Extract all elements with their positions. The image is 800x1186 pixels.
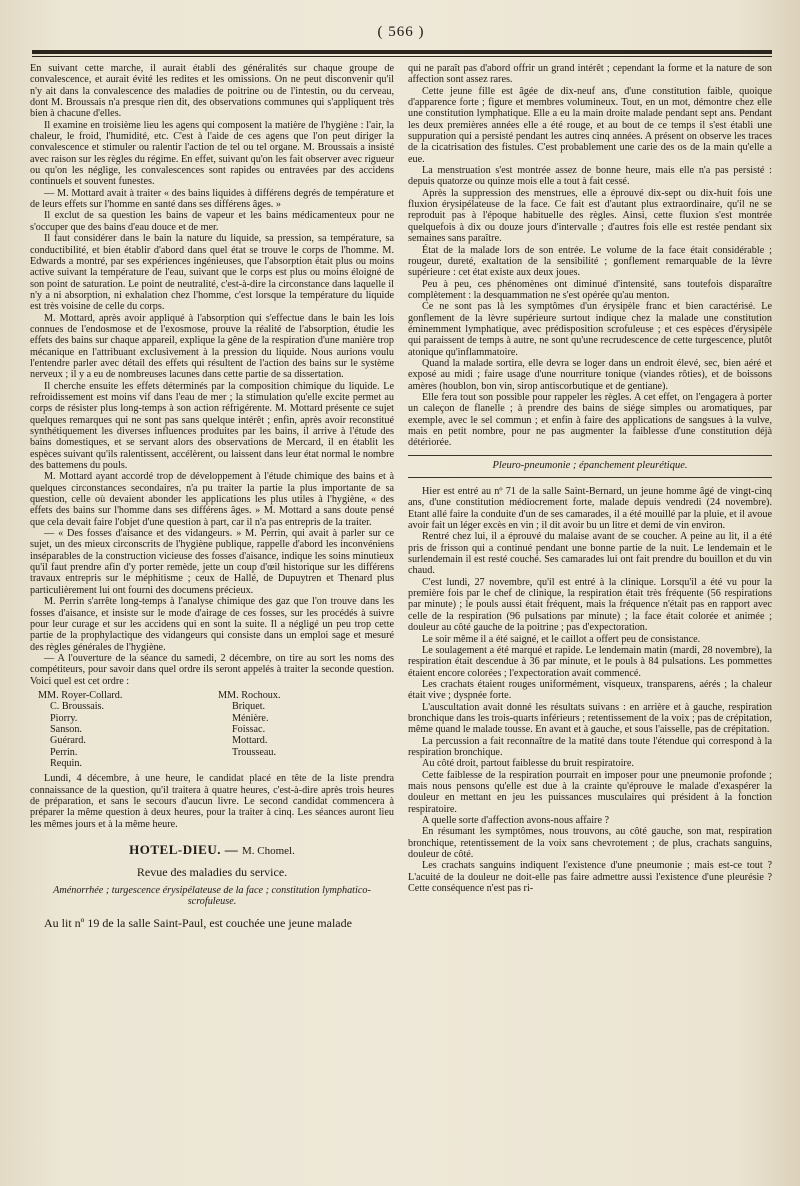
header-rule-thin [32,56,772,57]
competitor-name: Foissac. [232,723,266,735]
paragraph: État de la malade lors de son entrée. Le volume de la face était considérable ; rougeur, dureté, exaltation de la sensibilité ; gonflement remarquable de la lèvre supérieure : cet état existe aux deux joues. [408,244,772,279]
competitors-right [218,690,388,769]
paragraph: Il cherche ensuite les effets déterminés par la composition chimique du liquide. Le refroidissement est moins vif dans l'eau de mer ; la stimulation qu'elle excite permet au corps de résister plus long-temps à son action réfrigérente. M. Mottard présente ce sujet quelques remarques qui ne sont pas sans quelque intérêt ; enfin, après avoir reconstitué synthétiquement les diverses influences produites par les bains, il arrive à l'étude des bains domestiques, et se servant alors des observations de Mercard, il en établit les espèces suivant qu'ils ralentissent, accélèrent, ou laissent dans leur état normal le nombre des battemens du pouls. [30,380,394,472]
paragraph: En résumant les symptômes, nous trouvons, au côté gauche, son mat, respiration bronchique, retentissement de la voix sans chevrotement ; de plus, crachats sanguins, douleur de côté. [408,826,772,861]
paragraph: Cette jeune fille est âgée de dix-neuf ans, d'une constitution faible, quoique d'apparence forte ; figure et membres volumineux. Tout, en un mot, démontre chez elle une constitution lymphatique. Elle a eu la main droite malade pendant sept ans. Pendant les deux premières années elle a été rouge, et au bout de ce temps il s'est établi une suppuration qui a persisté pendant les autres cinq années. A présent on observe les traces de la cicatrisation des fistules. C'est probablement une carie des os de la main qu'elle a eue. [408,85,772,165]
competitor-name: Requin. [50,757,82,769]
section-heading-title: HOTEL-DIEU. — [129,842,242,858]
divider [408,455,772,456]
columns [30,63,772,930]
left-column [30,63,394,930]
competitor-name: MM. Rochoux. [218,689,281,701]
paragraph: Peu à peu, ces phénomènes ont diminué d'intensité, sans toutefois disparaître complètement : la desquammation ne s'est opérée qu'au menton. [408,278,772,301]
paragraph: Au côté droit, partout faiblesse du bruit respiratoire. [422,758,634,770]
paragraph: Les crachats sanguins indiquent l'existence d'une pneumonie ; mais est-ce tout ? L'acuité de la douleur ne doit-elle pas faire admettre aussi l'existence d'une pleurésie ? Cette conséquence n'est pas ri- [408,860,772,895]
competitor-name: Briquet. [232,701,266,713]
paragraph: — « Des fosses d'aisance et des vidangeurs. » M. Perrin, qui avait à parler sur ce sujet, un des mieux circonscrits de l'hygiène publique, rappelle d'abord les inconvéniens inséparables de la construction vicieuse des fosses d'aisance, indique les soins minutieux qu'il faut prendre afin d'y porter remède, jette un coup d'œil historique sur les différens travaux entrepris sur le méphitisme ; ceux de Hallé, de Dupuytren et Thenard plus particulièrement lui ont fourni des documens précieux. [30,528,394,596]
paragraph: A quelle sorte d'affection avons-nous affaire ? [422,815,610,826]
paragraph: Quand la malade sortira, elle devra se loger dans un endroit élevé, sec, bien aéré et exposé au midi ; faire usage d'une nourriture tonique (viandes rôties), et de boissons amères (houblon, bon vin, sirop antiscorbutique et de gentiane). [408,357,772,392]
paragraph: Elle fera tout son possible pour rappeler les règles. A cet effet, on l'engagera à porter un caleçon de flanelle ; à prendre des bains de siége simples ou aromatiques, par exemple, avec le sel commun ; et enfin à faire des applications de sangsues à la vulve, mais en petit nombre, pour ne pas augmenter la faiblesse d'une constitution déjà détériorée. [408,391,772,449]
paragraph: Les crachats étaient rouges uniformément, visqueux, transparens, aérés ; la chaleur était vive ; dyspnée forte. [408,678,772,702]
paragraph: M. Mottard ayant accordé trop de développement à l'étude chimique des bains et à quelques circonstances secondaires, n'a pu traiter la partie la plus importante de sa question, celle où devaient abonder les applications les plus utiles à l'hygiène, « des effets des bains sur l'homme dans ses différens âges. » M. Mottard a sans doute pensé que cela devait faire l'objet d'une question à part, car il n'a pas entrepris de la traiter. [30,471,394,528]
paragraph: Ce ne sont pas là les symptômes d'un érysipèle franc et bien caractérisé. Le gonflement de la lèvre supérieure surtout indique chez la malade une constitution éminemment lymphatique, avec prédisposition scrofuleuse ; et ces espèces d'érysipèle qui paraissent de temps à autre, ne sont qu'une recrudescence de cette turgescence, plutôt atonique qu'inflammatoire. [408,301,772,358]
paragraph: Le soir même il a été saigné, et le caillot a offert peu de consistance. [422,633,701,645]
paragraph: C'est lundi, 27 novembre, qu'il est entré à la clinique. Lorsqu'il a été vu pour la première fois par le chef de clinique, la respiration était très fréquente (56 respirations par minute) ; le pouls aussi était fréquent, mais la fréquence n'était pas en rapport avec celle de la respiration (96 pulsations par minute) ; la face était colorée et animée ; douleur au côté gauche de la poitrine ; pas d'expectoration. [408,576,772,634]
paragraph: Hier est entré au nº 71 de la salle Saint-Bernard, un jeune homme âgé de vingt-cinq ans, d'une constitution médiocrement forte, malade depuis vendredi (24 novembre). Etant allé faire la conduite d'un de ses camarades, il a été mouillé par la pluie, et il avoue avoir fait un léger excès en vin ; il dit avoir bu un litre et demi de vin environ. [408,486,772,532]
paragraph: Il exclut de sa question les bains de vapeur et les bains médicamenteux pour ne s'occuper que des bains d'eau douce et de mer. [30,210,394,233]
right-column [408,63,772,930]
paragraph: La menstruation s'est montrée assez de bonne heure, mais elle n'a pas persisté : depuis quatorze ou quinze mois elle a tout à fait cessé. [408,165,772,188]
section-heading [30,842,394,859]
paragraph: Cette faiblesse de la respiration pourrait en imposer pour une pneumonie profonde ; mais nous pensons qu'elle est due à la crainte qu'éprouve le malade d'exaspérer la douleur en mettant en jeu les puissances musculaires qui président à la fonction respiratoire. [408,769,772,815]
paragraph: L'auscultation avait donné les résultats suivans : en arrière et à gauche, respiration bronchique dans les trois-quarts inférieurs ; retentissement de la voix ; pas de crépitation, même quand le malade tousse. En avant et à gauche, et sous l'aisselle, pas de crépitation. [408,701,772,736]
competitor-name: Piorry. [50,712,78,724]
paragraph: Après la suppression des menstrues, elle a éprouvé dix-sept ou dix-huit fois une fluxion érysipélateuse de la face. Ce fait est d'autant plus extraordinaire, qu'il ne se reproduit pas à l'époque habituelle des règles. Ainsi, cette fluxion s'est montrée quelquefois à dix ou douze jours d'intervalle ; d'autres fois elle est restée pendant six semaines sans paraître. [408,187,772,245]
paragraph: Au lit nº 19 de la salle Saint-Paul, est couchée une jeune malade [44,915,352,930]
paragraph: En suivant cette marche, il aurait établi des généralités sur chaque groupe de convalescence, et aurait évité les redites et les omissions. On ne peut disconvenir qu'il n'y ait dans la convalescence des maladies de poitrine ou de l'intestin, ou du cerveau, dont M. Broussais n'a presque rien dit, des observations communes qui s'appliquent très bien à chacune d'elles. [30,63,394,120]
competitor-name: Trousseau. [232,746,277,758]
competitor-name: C. Broussais. [50,701,105,713]
competitor-name: Perrin. [50,746,78,758]
competitors-list [30,690,394,769]
paragraph: Il faut considérer dans le bain la nature du liquide, sa pression, sa température, sa conductibilité, et bien établir d'abord dans quel état se trouve le corps de l'homme. M. Edwards a montré, par ses expériences ingénieuses, que l'absorption était plus ou moins active suivant la température de l'eau, suivant que le corps est plus ou moins éloigné de son point de saturation. Le point de neutralité, c'est-à-dire la circonstance dans laquelle il n'y a ni absorption, ni exhalation chez l'homme, c'est lorsque la température du liquide est très voisine de celle du corps. [30,233,394,313]
competitor-name: Guérard. [50,735,86,747]
paragraph: M. Mottard, après avoir appliqué à l'absorption qui s'effectue dans le bain les lois connues de l'endosmose et de l'exosmose, prouve la réalité de l'absorption, étudie les effets des bains sur chaque appareil, explique la gêne de la respiration d'une manière trop mécanique en l'attribuant exclusivement à la pression du liquide. Nous aurions voulu l'entendre parler avec détail des effets qui résultent de l'action des bains sur le système nerveux ; il y a eu de nombreuses lacunes dans cette partie de sa dissertation. [30,312,394,381]
divider [408,477,772,478]
paragraph: qui ne paraît pas d'abord offrir un grand intérêt ; cependant la forme et la nature de son affection sont assez rares. [408,63,772,86]
competitors-left [30,690,218,769]
case-subtitle: Pleuro-pneumonie ; épanchement pleurétique. [492,459,688,471]
competitor-name: Mottard. [232,735,268,747]
section-heading-chief: M. Chomel. [241,845,295,858]
competitor-name: Sanson. [50,723,82,735]
paragraph: — A l'ouverture de la séance du samedi, 2 décembre, on tire au sort les noms des compétiteurs, pour savoir dans quel ordre ils seront appelés à traiter la seconde question. Voici quel est cet ordre : [30,652,394,687]
paragraph: Le soulagement a été marqué et rapide. Le lendemain matin (mardi, 28 novembre), la respiration était descendue à 36 par minute, et le pouls à 84 pulsations. Les pommettes étaient encore colorées ; l'expectoration avait commencé. [408,644,772,679]
section-subtitle: Revue des maladies du service. [136,865,288,880]
paragraph: Lundi, 4 décembre, à une heure, le candidat placé en tête de la liste prendra connaissance de la question, qu'il traitera à quatre heures, c'est-à-dire après trois heures de préparation, et sans le secours d'aucun livre. Le second candidat commencera à préparer la même question à deux heures, pour la traiter à cinq. Les séances auront lieu les mêmes jours et à la même heure. [30,773,394,830]
header-rule-thick [32,50,772,54]
page-number: ( 566 ) [377,24,425,40]
paragraph: Rentré chez lui, il a éprouvé du malaise avant de se coucher. A peine au lit, il a été pris de frisson qui a continué pendant une bonne partie de la nuit. Le lendemain et le surlendemain il est resté couché. Ses camarades lui ont fait prendre du bouillon et du vin chaud. [408,531,772,577]
case-title: Aménorrhée ; turgescence érysipélateuse de la face ; constitution lymphatico-scrofuleuse. [53,885,371,908]
paragraph: M. Perrin s'arrête long-temps à l'analyse chimique des gaz que l'on trouve dans les fosses d'aisance, et insiste sur le mode d'airage de ces fosses, sur les procédés à suivre pour leur curage et sur les accidens qui en sont la suite. Il a négligé un peu trop cette partie de la prophylactique des vidangeurs qui consiste dans un emploi sage et mesuré des règles générales de l'hygiène. [30,596,394,653]
competitor-name: Ménière. [232,712,269,724]
paragraph: — M. Mottard avait à traiter « des bains liquides à différens degrés de température et de leurs effets sur l'homme en santé dans ses différens âges. » [30,187,394,211]
paragraph: La percussion a fait reconnaître de la matité dans toute l'étendue qui correspond à la respiration bronchique. [408,735,772,758]
competitor-name: MM. Royer-Collard. [38,689,123,701]
paragraph: Il examine en troisième lieu les agens qui composent la matière de l'hygiène : l'air, la chaleur, le froid, l'humidité, etc. C'est à l'aide de ces agens que l'on peut diriger la convalescence et stimuler ou ralentir l'action de tel ou tel organe. M. Broussais a insisté avec raison sur les règles du régime. En effet, suivant qu'on les fait observer avec rigueur ou qu'on les néglige, les convalescences sont rapides ou entravées par des accidens continuels et souvent funestes. [30,119,394,188]
